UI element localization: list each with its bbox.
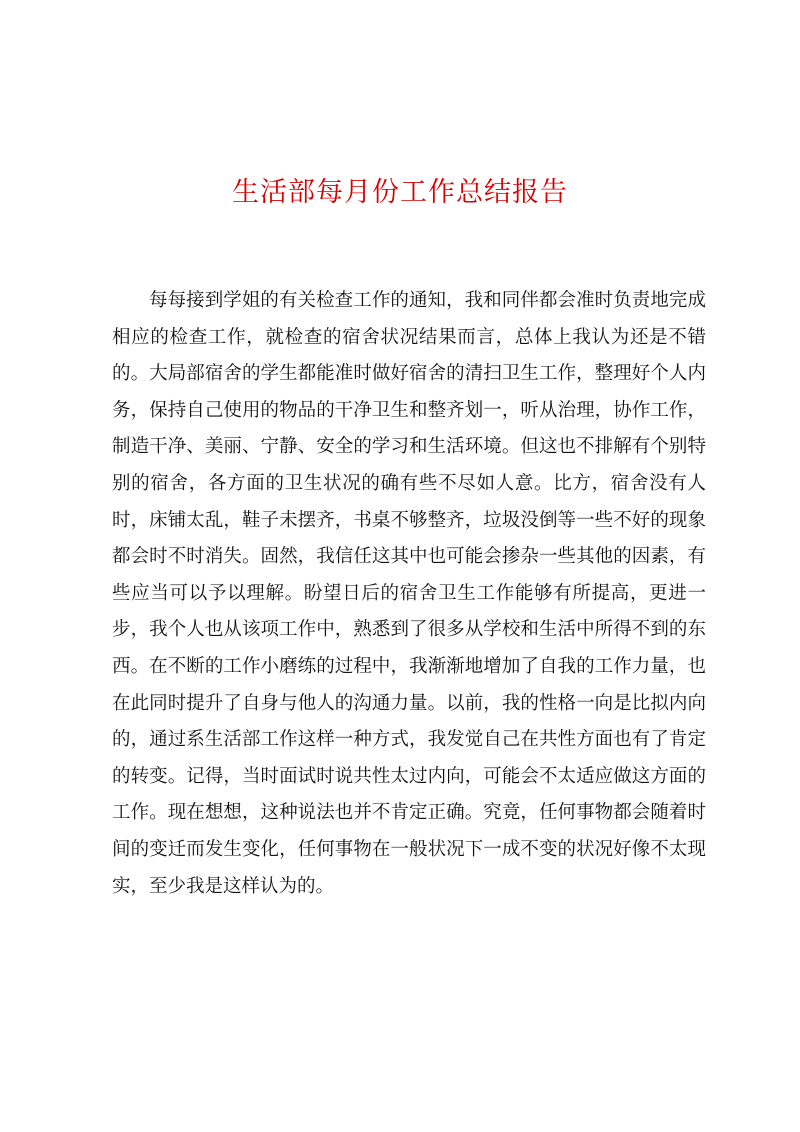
body-paragraph: 每每接到学姐的有关检查工作的通知，我和同伴都会准时负责地完成相应的检查工作，就检查的宿舍状况结果而言，总体上我认为还是不错的。大局部宿舍的学生都能准时做好宿舍的清扫卫生工作，整理好个人内务，保持自己使用的物品的干净卫生和整齐划一，听从治理，协作工作，制造干净、美丽、宁静、安全的学习和生活环境。但这也不排解有个别特别的宿舍，各方面的卫生状况的确有些不尽如人意。比方，宿舍没有人时，床铺太乱，鞋子未摆齐，书桌不够整齐，垃圾没倒等一些不好的现象都会时不时消失。固然，我信任这其中也可能会掺杂一些其他的因素，有些应当可以予以理解。盼望日后的宿舍卫生工作能够有所提高，更进一步，我个人也从该项工作中，熟悉到了很多从学校和生活中所得不到的东西。在不断的工作小磨练的过程中，我渐渐地增加了自我的工作力量，也在此同时提升了自身与他人的沟通力量。以前，我的性格一向是比拟内向的，通过系生活部工作这样一种方式，我发觉自己在共性方面也有了肯定的转变。记得，当时面试时说共性太过内向，可能会不太适应做这方面的工作。现在想想，这种说法也并不肯定正确。究竟，任何事物都会随着时间的变迁而发生变化，任何事物在一般状况下一成不变的状况好像不太现实，至少我是这样认为的。	[112, 290, 706, 897]
document-title: 生活部每月份工作总结报告	[232, 177, 568, 208]
